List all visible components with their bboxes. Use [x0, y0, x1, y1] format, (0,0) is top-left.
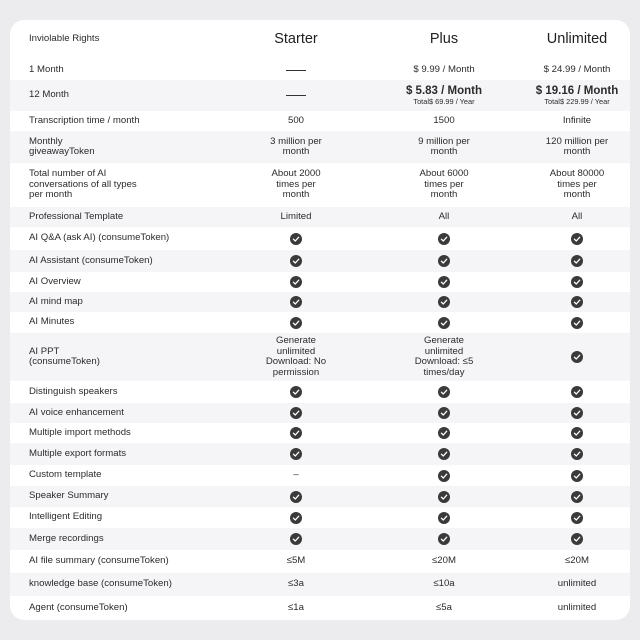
value-cell-starter — [246, 550, 346, 573]
value-cell-unlimited — [527, 333, 627, 381]
value-cell-plus — [394, 507, 494, 528]
check-icon — [438, 491, 450, 503]
value-cell-plus — [394, 292, 494, 312]
check-icon — [571, 533, 583, 545]
row-label: Total number of AI conversations of all types per month — [29, 168, 137, 201]
value-cell-unlimited — [527, 573, 627, 596]
value-cell-starter — [246, 596, 346, 620]
row-label: Multiple export formats — [29, 447, 127, 459]
value-cell-unlimited — [527, 596, 627, 620]
value-cell-starter — [246, 272, 346, 292]
table-row — [10, 573, 630, 596]
value-text: 9 million per month — [418, 135, 470, 157]
check-icon — [571, 351, 583, 363]
plan-header-plus: Plus — [429, 31, 459, 48]
value-text: 120 million per month — [545, 135, 609, 157]
value-text: About 2000 times per month — [271, 168, 321, 201]
check-icon — [290, 276, 302, 288]
value-cell-starter — [246, 381, 346, 403]
value-cell-starter — [246, 528, 346, 550]
value-cell-unlimited — [527, 60, 627, 80]
row-label: AI file summary (consumeToken) — [29, 555, 169, 567]
plan-header-unlimited: Unlimited — [546, 31, 608, 48]
value-cell-unlimited — [527, 111, 627, 131]
table-row — [10, 596, 630, 620]
value-cell-plus — [394, 131, 494, 163]
table-row — [10, 80, 630, 111]
check-icon — [438, 427, 450, 439]
check-icon — [571, 407, 583, 419]
value-cell-plus — [394, 423, 494, 443]
value-text: $ 24.99 / Month — [543, 63, 611, 75]
check-icon — [290, 491, 302, 503]
check-icon — [571, 317, 583, 329]
dash-icon — [286, 70, 306, 71]
check-icon — [438, 233, 450, 245]
table-row — [10, 312, 630, 333]
value-cell-starter — [246, 227, 346, 250]
check-icon — [290, 427, 302, 439]
value-cell-plus — [394, 227, 494, 250]
check-icon — [571, 512, 583, 524]
value-text: ≤1a — [288, 601, 304, 613]
table-header-row — [10, 20, 630, 59]
table-row — [10, 60, 630, 80]
value-cell-starter — [246, 80, 346, 111]
row-label: Transcription time / month — [29, 114, 140, 126]
value-cell-plus — [394, 207, 494, 227]
value-cell-starter — [246, 163, 346, 207]
check-icon — [290, 296, 302, 308]
value-cell-starter — [246, 403, 346, 423]
row-label: AI Overview — [29, 275, 81, 287]
value-cell-plus — [394, 403, 494, 423]
row-label: Agent (consumeToken) — [29, 601, 128, 613]
value-cell-plus — [394, 550, 494, 573]
value-cell-starter — [246, 207, 346, 227]
value-text: About 80000 times per month — [549, 168, 605, 201]
check-icon — [571, 296, 583, 308]
value-cell-unlimited — [527, 292, 627, 312]
row-label: Custom template — [29, 469, 102, 481]
table-row — [10, 465, 630, 486]
value-cell-unlimited — [527, 403, 627, 423]
yearly-total: Total$ 229.99 / Year — [544, 97, 610, 106]
value-cell-unlimited — [527, 486, 627, 507]
value-cell-unlimited — [527, 381, 627, 403]
value-cell-unlimited — [527, 507, 627, 528]
check-icon — [571, 276, 583, 288]
value-text: 3 million per month — [270, 135, 322, 157]
table-row — [10, 272, 630, 292]
table-row — [10, 292, 630, 312]
table-row — [10, 227, 630, 250]
value-cell-unlimited — [527, 465, 627, 486]
table-row — [10, 207, 630, 227]
row-label: AI PPT (consumeToken) — [29, 345, 100, 367]
value-text: ≤10a — [433, 578, 455, 590]
value-text: Infinite — [562, 114, 592, 126]
value-text: ≤5M — [286, 555, 306, 567]
table-row — [10, 423, 630, 443]
value-cell-unlimited — [527, 131, 627, 163]
value-text: Generate unlimited Download: No permission — [265, 335, 327, 378]
table-row — [10, 333, 630, 381]
value-text: $ 9.99 / Month — [413, 63, 475, 75]
value-cell-starter — [246, 573, 346, 596]
value-text: 500 — [287, 114, 304, 126]
check-icon — [571, 470, 583, 482]
check-icon — [290, 386, 302, 398]
value-cell-starter — [246, 486, 346, 507]
value-cell-starter — [246, 312, 346, 333]
value-cell-unlimited — [527, 163, 627, 207]
value-text: unlimited — [557, 578, 597, 590]
value-cell-plus — [394, 80, 494, 111]
value-cell-starter — [246, 443, 346, 465]
row-label: AI voice enhancement — [29, 406, 124, 418]
plan-header-starter: Starter — [274, 31, 318, 48]
check-icon — [290, 512, 302, 524]
value-cell-starter — [246, 333, 346, 381]
value-text: – — [293, 469, 299, 481]
table-row — [10, 443, 630, 465]
check-icon — [571, 427, 583, 439]
table-row — [10, 250, 630, 272]
price-block — [406, 85, 482, 106]
row-label: AI Assistant (consumeToken) — [29, 254, 153, 266]
check-icon — [438, 512, 450, 524]
check-icon — [290, 533, 302, 545]
pricing-comparison-table — [10, 20, 630, 620]
check-icon — [290, 448, 302, 460]
check-icon — [438, 296, 450, 308]
value-text: unlimited — [557, 601, 597, 613]
value-text: 1500 — [433, 114, 455, 126]
row-label: Intelligent Editing — [29, 511, 103, 523]
check-icon — [438, 276, 450, 288]
value-cell-plus — [394, 573, 494, 596]
check-icon — [290, 255, 302, 267]
check-icon — [438, 448, 450, 460]
value-cell-plus — [394, 528, 494, 550]
check-icon — [571, 386, 583, 398]
value-cell-plus — [394, 250, 494, 272]
table-row — [10, 528, 630, 550]
table-row — [10, 131, 630, 163]
table-row — [10, 507, 630, 528]
value-cell-unlimited — [527, 250, 627, 272]
check-icon — [438, 470, 450, 482]
row-label: Monthly giveawayToken — [29, 135, 95, 157]
row-label: AI Q&A (ask AI) (consumeToken) — [29, 232, 170, 244]
value-cell-unlimited — [527, 207, 627, 227]
check-icon — [438, 255, 450, 267]
value-cell-plus — [394, 596, 494, 620]
value-cell-starter — [246, 292, 346, 312]
value-text: Generate unlimited Download: ≤5 times/day — [414, 335, 474, 378]
row-label: 12 Month — [29, 89, 70, 101]
row-label: Speaker Summary — [29, 490, 109, 502]
check-icon — [438, 317, 450, 329]
check-icon — [438, 386, 450, 398]
value-cell-unlimited — [527, 272, 627, 292]
check-icon — [571, 448, 583, 460]
table-row — [10, 111, 630, 131]
value-cell-starter — [246, 131, 346, 163]
rights-column-header: Inviolable Rights — [29, 33, 100, 45]
check-icon — [438, 533, 450, 545]
check-icon — [290, 317, 302, 329]
table-row — [10, 381, 630, 403]
value-cell-starter — [246, 111, 346, 131]
value-cell-plus — [394, 163, 494, 207]
value-cell-plus — [394, 443, 494, 465]
row-label: Professional Template — [29, 210, 124, 222]
value-cell-starter — [246, 60, 346, 80]
row-label: AI Minutes — [29, 316, 75, 328]
check-icon — [571, 233, 583, 245]
value-cell-plus — [394, 381, 494, 403]
value-cell-starter — [246, 465, 346, 486]
value-cell-plus — [394, 333, 494, 381]
value-cell-plus — [394, 111, 494, 131]
check-icon — [290, 233, 302, 245]
value-cell-unlimited — [527, 528, 627, 550]
row-label: Multiple import methods — [29, 426, 131, 438]
dash-icon — [286, 95, 306, 96]
value-cell-starter — [246, 250, 346, 272]
row-label: AI mind map — [29, 295, 83, 307]
value-cell-unlimited — [527, 227, 627, 250]
price-block — [536, 85, 618, 106]
value-cell-unlimited — [527, 312, 627, 333]
value-text: All — [571, 210, 583, 222]
value-cell-unlimited — [527, 443, 627, 465]
value-cell-plus — [394, 312, 494, 333]
table-row — [10, 403, 630, 423]
value-cell-starter — [246, 423, 346, 443]
value-text: ≤20M — [432, 555, 456, 567]
table-row — [10, 550, 630, 573]
value-cell-starter — [246, 507, 346, 528]
monthly-price: $ 19.16 / Month — [535, 85, 619, 97]
table-row — [10, 486, 630, 507]
row-label: knowledge base (consumeToken) — [29, 578, 172, 590]
check-icon — [290, 407, 302, 419]
yearly-total: Total$ 69.99 / Year — [413, 97, 475, 106]
value-text: ≤20M — [565, 555, 589, 567]
monthly-price: $ 5.83 / Month — [405, 85, 483, 97]
value-text: About 6000 times per month — [419, 168, 469, 201]
row-label: 1 Month — [29, 63, 64, 75]
value-cell-unlimited — [527, 80, 627, 111]
value-text: Limited — [280, 210, 312, 222]
row-label: Distinguish speakers — [29, 385, 118, 397]
value-text: ≤5a — [436, 601, 452, 613]
value-text: All — [438, 210, 450, 222]
value-cell-plus — [394, 486, 494, 507]
value-cell-unlimited — [527, 423, 627, 443]
value-cell-unlimited — [527, 550, 627, 573]
check-icon — [571, 255, 583, 267]
check-icon — [571, 491, 583, 503]
value-text: ≤3a — [288, 578, 304, 590]
value-cell-plus — [394, 60, 494, 80]
value-cell-plus — [394, 272, 494, 292]
table-row — [10, 163, 630, 207]
row-label: Merge recordings — [29, 532, 104, 544]
value-cell-plus — [394, 465, 494, 486]
check-icon — [438, 407, 450, 419]
